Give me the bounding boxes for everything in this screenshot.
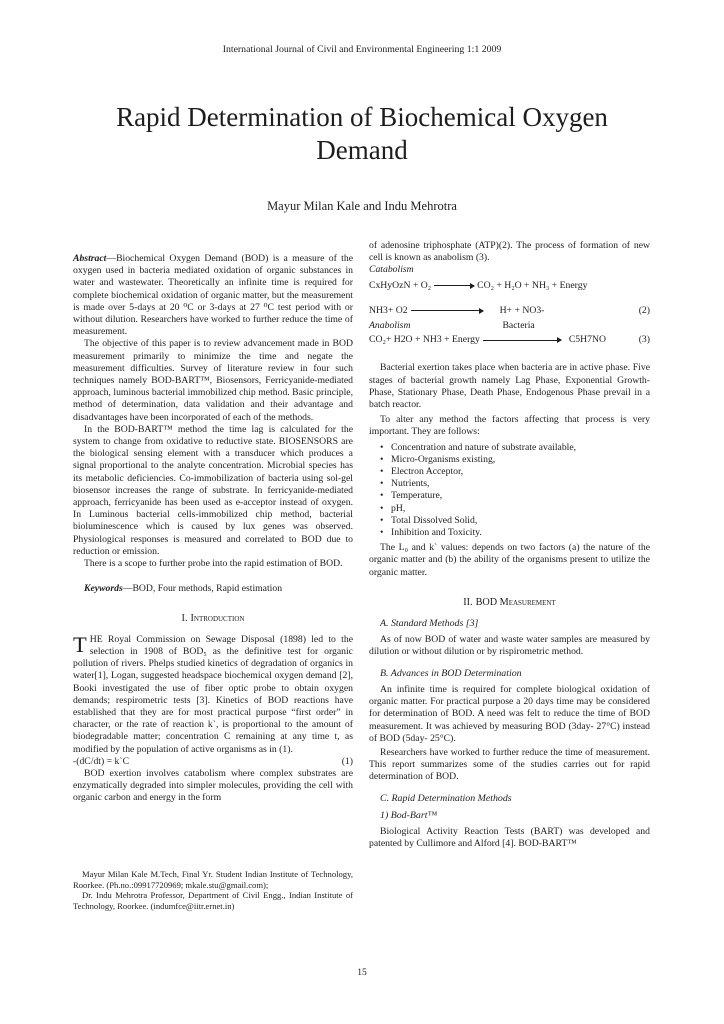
list-item: • Nutrients, [369,478,650,490]
equation-1-number: (1) [341,755,353,767]
authors: Mayur Milan Kale and Indu Mehrotra [267,199,457,213]
intro-paragraph-2: BOD exertion involves catabolism where complex substrates are enzymatically degraded into simpler molecules, providing the cell with organic carbon and energy in the form [73,767,353,804]
two-column-body [73,240,650,850]
equation-2-lhs: NH3+ O2 [369,304,408,316]
equation-2-rhs: H+ + NO3- [499,304,545,316]
subsection-b-paragraph-1: An infinite time is required for complete biological oxidation of organic matter. For practical purpose a 20 days time may be considered for determination of BOD. A need was felt to reduce the time of BOD measurement. It was achieved by measuring BOD (3day- 27°C) instead of BOD (5day- 25°C). [369,683,650,744]
subsection-c1-paragraph: Biological Activity Reaction Tests (BART) was developed and patented by Cullimore and Alford [4]. BOD-BART™ [369,825,650,850]
subsection-c1-heading: 1) Bod-Bart™ [380,809,438,821]
list-item: • Concentration and nature of substrate available, [369,442,650,454]
section-title: BOD Measurement [475,596,556,608]
list-item: • Total Dissolved Solid, [369,515,650,527]
list-item: • Micro-Organisms existing, [369,454,650,466]
footnote-line-2: Dr. Indu Mehrotra Professor, Department of Civil Engg., Indian Institute of Technology, Roorkee. (indumfce@iitr.ernet.in) [73,890,353,911]
intro-text-1: HE Royal Commission on Sewage Disposal (1898) led to the selection in 1908 of BOD₅ as the definitive test for organic pollution of rivers. Phelps studied kinetics of degradation of organics in water[1], Logan, suggested headspace biochemical oxygen demand [2], Booki investigated the use of fiber optic probe to obtain oxygen demands; respirometric tests [3]. Kinetics of BOD reactions have established that they are for most practical purpose “first order” in character, or the rate of reaction k`, is proportional to the amount of biodegradable matter; concentration C remaining at any time t, as modified by the population of active organisms as in (1). [73,633,353,755]
subsection-a-paragraph: As of now BOD of water and waste water samples are measured by dilution or without dilution or by rispirometric method. [369,634,650,658]
reaction-arrow [483,340,561,341]
keywords-label: Keywords [84,583,123,595]
equation-2 [369,305,650,317]
section-heading-introduction [73,613,353,625]
catabolism-equation [369,280,650,292]
section-number: I. [181,613,188,625]
l0-values-paragraph: The L₀ and k` values: depends on two factors (a) the nature of the organic matter and (b) the ability of the organisms present to utilize the organic matter. [369,542,650,578]
abstract-paragraph-3: In the BOD-BART™ method the time lag is calculated for the system to change from oxidative to reductive state. BIOSENSORS are the biological sensing element with a transducer which produces a signal proportional to the analyte concentration. Microbial species has its metabolic deficiencies. Co-immobilization of bacteria using sol-gel biosensor increases the range of substrate. In ferricyanide-mediated approach, ferricyanide has been used as e-acceptor instead of oxygen. In Luminous bacterial cells-immobilized chip method, bacterial bioluminescence which is caused by lux genes was observed. Physiological responses is measured and correlated to BOD due to reduction or emission. [73,423,353,557]
page-number: 15 [357,968,367,978]
abstract-text-1: —Biochemical Oxygen Demand (BOD) is a measure of the oxygen used in bacteria mediated oxidation of organic substances in water and wastewater. Theoretically an infinite time is required for complete biochemical oxidation of organic matter, but the measurement is made over 5-days at 20 ⁰C or 3-days at 27 ⁰C test period with or without dilution. Researchers have worked to further reduce the time of measurement. [73,253,353,338]
abstract-paragraph-2: The objective of this paper is to review advancement made in BOD measurement primarily to minimize the time and negate the measurement difficulties. Survey of literature review in four such techniques namely BOD-BART™, Biosensors, Ferricyanide-mediated approach, luminous bacterial immobilized chip method. Basic principle, method of determination, data validation and their advantage and disadvantages have been incorporated of each of the methods. [73,338,353,423]
list-item: • Temperature, [369,490,650,502]
left-column [73,240,353,850]
right-column [369,240,650,850]
abstract-label: Abstract [73,253,107,264]
list-item: • Inhibition and Toxicity. [369,527,650,539]
abstract-paragraph-4: There is a scope to further probe into the rapid estimation of BOD. [84,558,343,570]
section-title: Introduction [190,613,245,625]
continuation-paragraph: of adenosine triphosphate (ATP)(2). The process of formation of new cell is known as anabolism (3). [369,240,650,264]
abstract-paragraph-1 [73,253,353,338]
bacteria-label: Bacteria [502,320,535,332]
drop-cap: T [73,631,87,657]
catabolism-label: Catabolism [369,264,414,276]
equation-1 [73,756,353,768]
anabolism-label-row [369,320,650,332]
subsection-b-paragraph-2: Researchers have worked to further reduce the time of measurement. This report summarizes some of the studies carries out for rapid determination of BOD. [369,746,650,783]
list-item: • pH, [369,503,650,515]
reaction-arrow [411,310,483,311]
factors-list [369,442,650,540]
equation-3 [369,334,650,346]
list-item: • Electron Acceptor, [369,466,650,478]
catabolism-lhs: CxHyOzN + O₂ [369,279,432,291]
keywords-text: —BOD, Four methods, Rapid estimation [122,583,283,595]
section-heading-bod-measurement [369,597,650,609]
section-number: II. [463,596,473,608]
subsection-b-heading: B. Advances in BOD Determination [380,667,522,679]
alter-method-paragraph: To alter any method the factors affecting that process is very important. They are follows: [369,414,650,438]
intro-paragraph-1 [73,631,353,756]
equation-3-rhs: C5H7NO [568,334,606,346]
footnote-line-1: Mayur Milan Kale M.Tech, Final Yr. Student Indian Institute of Technology, Roorkee. (Ph.no.:09917720969; mkale.stu@gmail.com); [73,869,353,890]
journal-header: International Journal of Civil and Environmental Engineering 1:1 2009 [222,44,502,55]
subsection-c-heading: C. Rapid Determination Methods [380,792,512,804]
reaction-arrow [434,285,474,286]
keywords-line [73,583,353,595]
bacterial-exertion-paragraph: Bacterial exertion takes place when bacteria are in active phase. Five stages of bacterial growth namely Lag Phase, Exponential Growth-Phase, Stationary Phase, Death Phase, Endogenous Phase prevail in a batch reactor. [369,362,650,411]
paper-title: Rapid Determination of Biochemical Oxygen Demand [116,102,608,165]
equation-1-body: -(dC/dt) = k`C [73,755,130,767]
subsection-a-heading: A. Standard Methods [3] [380,618,479,630]
equation-3-lhs: CO₂+ H2O + NH3 + Energy [369,334,480,346]
equation-3-number: (3) [638,334,650,346]
anabolism-label: Anabolism [369,320,411,332]
catabolism-rhs: CO₂ + H₂O + NH₃ + Energy [477,279,588,291]
author-footnote [73,869,353,911]
equation-2-number: (2) [638,304,650,316]
